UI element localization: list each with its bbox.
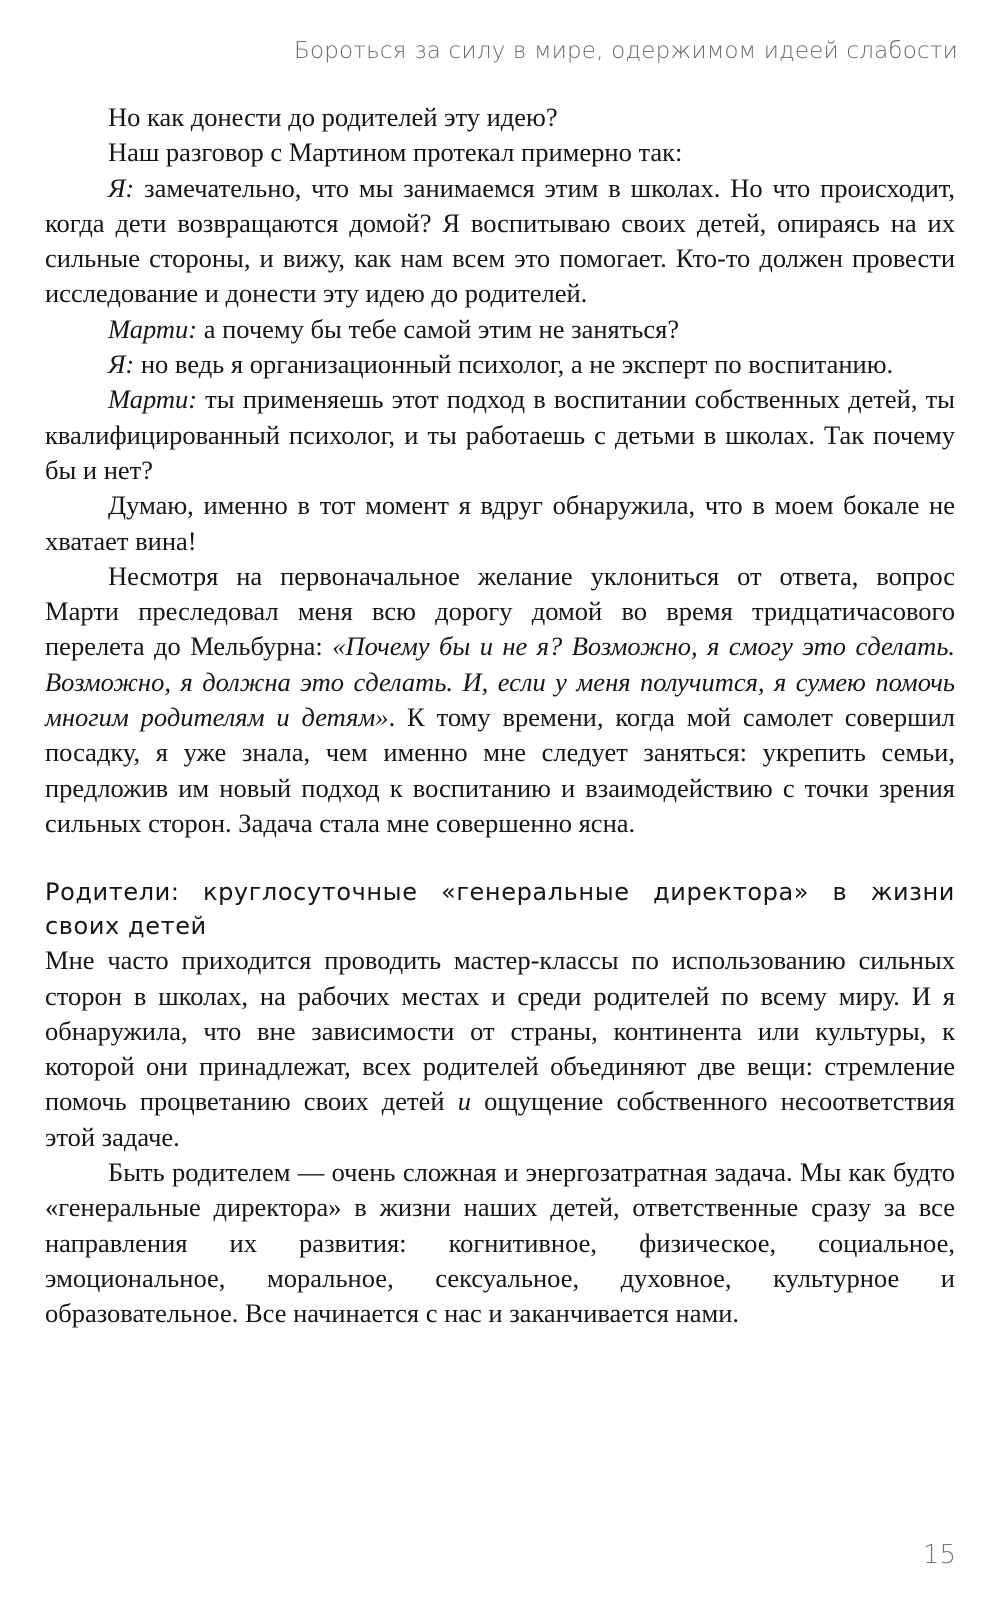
dialogue-line-4 <box>45 382 955 488</box>
page-number: 15 <box>922 1540 956 1570</box>
paragraph-text: . К тому времени, когда мой самолет совершил посадку, я уже знала, чем именно мне следует заняться: укрепить семьи, предложив им новый подход к воспитанию и взаимодействию с точки зрения сильных сторон. Задача стала мне совершенно ясна. <box>45 702 955 838</box>
dialogue-line-2 <box>45 312 955 347</box>
paragraph-text: Мне часто приходится проводить мастер-классы по использованию сильных сторон в школах, на рабочих местах и среди родителей по всему миру. И я обнаружила, что вне зависимости от страны, континента или культуры, к которой они принадлежат, всех родителей объединяют две вещи: стремление помочь процветанию своих детей <box>45 945 955 1117</box>
paragraph-text: ощущение собственного несоответствия этой задаче. <box>45 1086 956 1152</box>
speaker-label: Марти: <box>108 384 198 415</box>
running-head: Бороться за силу в мире, одержимом идеей слабости <box>294 38 958 64</box>
dialogue-text: замечательно, что мы занимаемся этим в школах. Но что происходит, когда дети возвращаются домой? Я воспитываю своих детей, опираясь на их сильные стороны, и вижу, как нам всем это помогает. Кто-то должен провести исследование и донести эту идею до родителей. <box>45 172 955 309</box>
speaker-label: Я: <box>108 349 135 380</box>
italic-word: и <box>457 1086 471 1117</box>
section-paragraph-2: Быть родителем — очень сложная и энергозатратная задача. Мы как будто «генеральные директора» в жизни наших детей, ответственные сразу за все направления их развития: когнитивное, физическое, социальное, эмоциональное, моральное, сексуальное, духовное, культурное и образовательное. Все начинается с нас и заканчивается нами. <box>45 1157 955 1329</box>
paragraph-wine: Думаю, именно в тот момент я вдруг обнаружила, что в моем бокале не хватает вина! <box>45 490 955 556</box>
paragraph-flight <box>45 559 955 841</box>
italic-quote: «Почему бы и не я? Возможно, я смогу это сделать. Возможно, я должна это сделать. И, если у меня получится, я сумею помочь многим родителям и детям» <box>45 631 956 733</box>
dialogue-text: но ведь я организационный психолог, а не эксперт по воспитанию. <box>134 349 894 380</box>
dialogue-line-3 <box>45 347 955 382</box>
body-text <box>45 100 955 1332</box>
speaker-label: Марти: <box>108 313 198 344</box>
paragraph-intro-dialogue: Наш разговор с Мартином протекал примерно так: <box>108 137 683 168</box>
paragraph-text: Несмотря на первоначальное желание уклониться от ответа, вопрос Марти преследовал меня всю дорогу домой во время тридцатичасового перелета до Мельбурна: <box>45 560 955 662</box>
dialogue-text: ты применяешь этот подход в воспитании собственных детей, ты квалифицированный психолог, и ты работаешь с детьми в школах. Так почему бы и нет? <box>45 384 955 485</box>
dialogue-text: а почему бы тебе самой этим не заняться? <box>197 313 680 344</box>
paragraph-question: Но как донести до родителей эту идею? <box>108 102 558 132</box>
dialogue-line-1 <box>45 171 955 312</box>
speaker-label: Я: <box>108 172 135 203</box>
section-paragraph-1 <box>45 943 955 1155</box>
section-heading: Родители: круглосуточные «генеральные директора» в жизни своих детей <box>45 878 955 941</box>
